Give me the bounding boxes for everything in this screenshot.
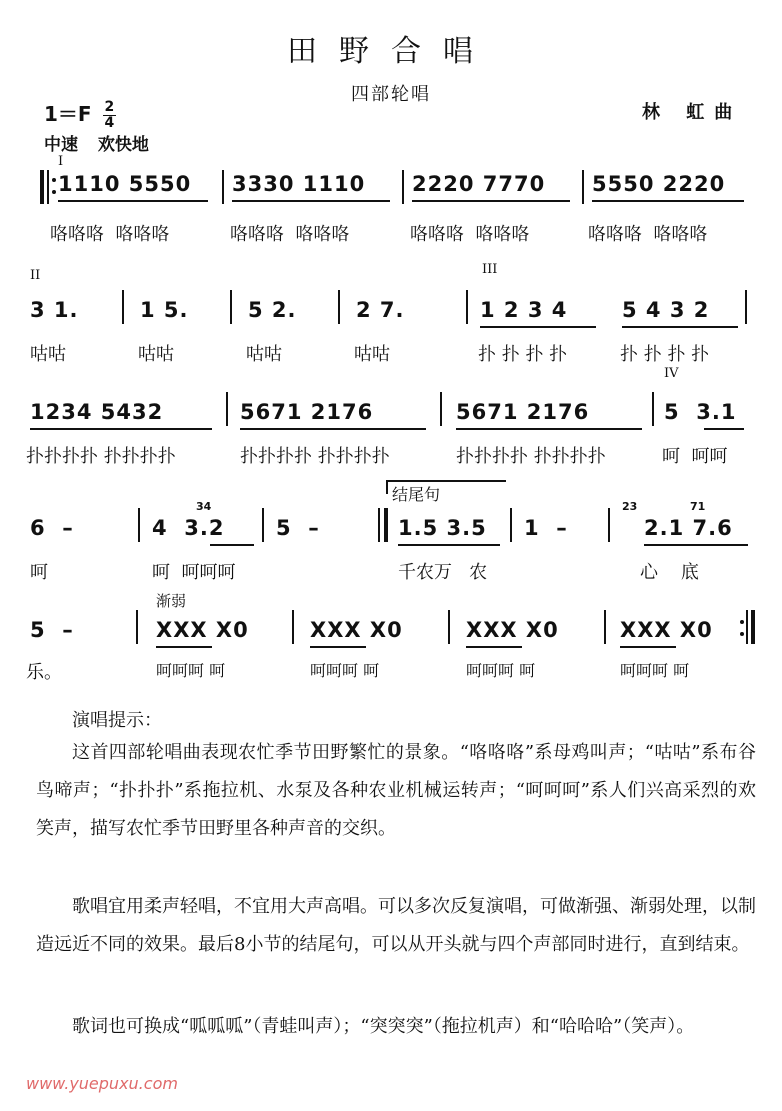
lyric: 呵呵呵 呵 [466,661,536,680]
barline [745,290,747,324]
song-subtitle: 四部轮唱 [351,84,431,105]
tempo-marking: 中速 欢快地 [44,135,149,155]
section-marker-2: II [30,268,41,283]
beam [412,200,570,202]
time-signature [103,100,117,131]
lyric: 心 底 [640,562,699,583]
barline [136,610,138,644]
barline [448,610,450,644]
repeat-dot [52,190,56,194]
composer: 林 虹曲 [642,102,743,123]
lyric: 呵 呵呵 [662,446,728,467]
measure: 5 – [30,618,74,642]
barline [608,508,610,542]
barline [338,290,340,324]
notes-paragraph-1: 这首四部轮唱曲表现农忙季节田野繁忙的景象。“咯咯咯”系母鸡叫声；“咕咕”系布谷鸟啼声；“扑扑扑”系拖拉机、水泵及各种农业机械运转声；“呵呵呵”系人们兴高采烈的欢笑声，描写农忙季节田野里各种声音的交织。 [36,742,756,839]
barline [222,170,224,204]
beam [398,544,500,546]
notes-heading: 演唱提示： [72,710,162,731]
measure: 5671 2176 [240,400,374,424]
beam [210,544,254,546]
beam [58,200,208,202]
coda-label: 结尾句 [392,485,441,504]
measure: 5550 2220 [592,172,726,196]
lyric: 咕咕 [30,344,66,365]
measure: 1110 5550 [58,172,192,196]
repeat-start-thin [47,170,49,204]
barline [402,170,404,204]
lyric: 扑扑扑扑 扑扑扑扑 [26,446,176,467]
time-bottom: 4 [104,115,115,131]
lyric: 呵呵呵 呵 [156,661,226,680]
repeat-end-thin [746,610,748,644]
lyric: 千农万 农 [398,562,488,583]
lyric: 咯咯咯 咯咯咯 [410,224,530,245]
beam [592,200,744,202]
measure: 6 – [30,516,74,540]
barline [440,392,442,426]
barline [582,170,584,204]
repeat-dot [52,178,56,182]
measure: 5 4 3 2 [622,298,710,322]
section-marker-1: I [58,154,64,169]
lyric: 扑 扑 扑 扑 [478,344,568,365]
beam [310,646,366,648]
lyric: 咯咯咯 咯咯咯 [50,224,170,245]
time-top: 2 [104,99,115,115]
grace-note: 23 [622,500,638,513]
measure: 5 2. [248,298,297,322]
lyric: 扑扑扑扑 扑扑扑扑 [240,446,390,467]
lyric: 呵呵呵 呵 [620,661,690,680]
beam [30,428,212,430]
measure: XXX X0 [156,618,249,642]
barline [292,610,294,644]
song-title: 田野合唱 [287,34,495,69]
measure: 1 – [524,516,568,540]
measure: 1.5 3.5 [398,516,487,540]
barline [510,508,512,542]
measure: 3 1. [30,298,79,322]
measure: 2220 7770 [412,172,546,196]
grace-note: 71 [690,500,706,513]
barline [226,392,228,426]
beam [704,428,744,430]
notes-paragraph-3: 歌词也可换成“呱呱呱”（青蛙叫声）；“突突突”（拖拉机声）和“哈哈哈”（笑声）。 [72,1016,695,1037]
beam [620,646,676,648]
lyric: 咯咯咯 咯咯咯 [230,224,350,245]
beam [644,544,748,546]
beam [466,646,522,648]
measure: 2 7. [356,298,405,322]
lyric: 乐。 [26,662,62,683]
lyric: 咕咕 [138,344,174,365]
barline [378,508,380,542]
barline [262,508,264,542]
section-marker-3: III [482,262,498,277]
measure: 1 2 3 4 [480,298,568,322]
key-signature [44,98,116,131]
measure: XXX X0 [310,618,403,642]
measure: 5 3.1 [664,400,737,424]
measure: 5 – [276,516,320,540]
beam [232,200,390,202]
repeat-end-bar [751,610,755,644]
lyric: 呵呵呵 呵 [310,661,380,680]
repeat-start-bar [40,170,44,204]
beam [622,326,738,328]
lyric: 扑扑扑扑 扑扑扑扑 [456,446,606,467]
lyric: 呵 呵呵呵 [152,562,236,583]
repeat-end-bar [384,508,388,542]
lyric: 咕咕 [246,344,282,365]
barline [230,290,232,324]
beam [240,428,426,430]
repeat-dot [740,620,744,624]
measure: 2.1 7.6 [644,516,733,540]
barline [122,290,124,324]
repeat-dot [740,632,744,636]
measure: 1234 5432 [30,400,164,424]
beam [156,646,212,648]
key-label: 1＝F [44,102,92,126]
lyric: 扑 扑 扑 扑 [620,344,710,365]
barline [466,290,468,324]
beam [456,428,642,430]
measure: XXX X0 [620,618,713,642]
lyric: 咯咯咯 咯咯咯 [588,224,708,245]
barline [138,508,140,542]
measure: 1 5. [140,298,189,322]
grace-note: 34 [196,500,212,513]
section-marker-4: IV [664,366,679,381]
dim-marking: 渐弱 [156,592,187,610]
lyric: 咕咕 [354,344,390,365]
beam [480,326,596,328]
measure: 5671 2176 [456,400,590,424]
site-watermark: www.yuepuxu.com [26,1074,178,1093]
barline [604,610,606,644]
notes-paragraph-2: 歌唱宜用柔声轻唱，不宜用大声高唱。可以多次反复演唱，可做渐强、渐弱处理，以制造远近不同的效果。最后8小节的结尾句，可以从开头就与四个声部同时进行，直到结束。 [36,896,756,955]
measure: XXX X0 [466,618,559,642]
measure: 3330 1110 [232,172,366,196]
measure: 4 3.2 [152,516,225,540]
barline [652,392,654,426]
coda-bracket [386,480,388,494]
lyric: 呵 [30,562,48,583]
